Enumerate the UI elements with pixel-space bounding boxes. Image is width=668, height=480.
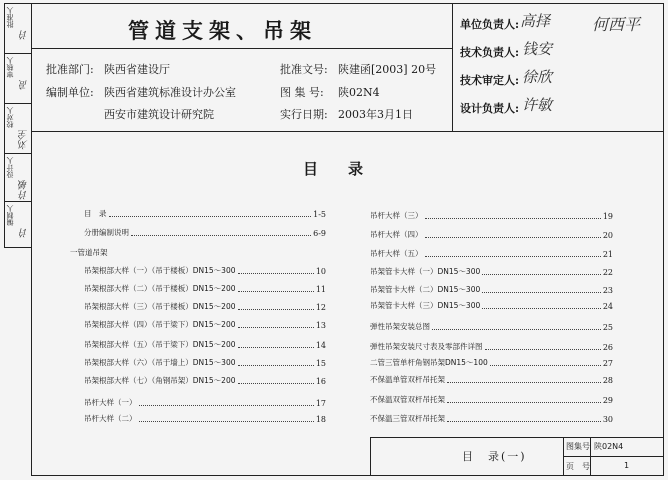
compile-unit-2: 西安市建筑设计研究院 [104, 108, 214, 121]
strip-signature: 高 [19, 80, 30, 90]
effective-date: 2003年3月1日 [338, 108, 413, 121]
atlas-title: 管道支架、吊架 [128, 18, 317, 43]
strip-signature: 许 [19, 228, 30, 238]
toc-entry-label: 弹性吊架安装总图 [370, 322, 430, 331]
strip-label: 编制人 [6, 205, 14, 227]
toc-entry-label: 弹性吊架安装尺寸表及零部件详图 [370, 342, 483, 351]
toc-entry-label: 二管三管单杆角钢吊架DN15～100 [370, 358, 488, 367]
toc-entry-page: 1-5 [313, 210, 326, 219]
toc-entry[interactable] [370, 247, 613, 259]
toc-entry-page: 18 [315, 415, 326, 424]
responsible-label: 单位负责人: [460, 18, 520, 31]
leader-dots [482, 291, 601, 293]
strip-label: 校对人 [6, 107, 14, 129]
leader-dots [238, 308, 314, 310]
toc-entry-label: 不保温双管双杆吊托架 [370, 395, 445, 404]
toc-entry[interactable] [370, 283, 613, 295]
toc-entry-page: 13 [315, 321, 326, 330]
leader-dots [490, 364, 601, 366]
atlas-value: 陕02N4 [594, 442, 624, 451]
toc-entry-page: 12 [315, 303, 326, 312]
toc-entry[interactable] [84, 207, 326, 219]
approve-doc: 陕建函[2003] 20号 [338, 63, 437, 76]
toc-entry-page: 26 [602, 343, 613, 352]
responsible-signature: 徐欣 [522, 68, 553, 86]
toc-entry-label: 吊架管卡大样（一）DN15～300 [370, 267, 481, 276]
toc-entry-label: 吊架根部大样（三）（吊于楼板）DN15～200 [84, 302, 236, 311]
toc-entry-page: 20 [602, 231, 613, 240]
leader-dots [109, 215, 312, 217]
atlas-no: 陕02N4 [338, 86, 380, 99]
toc-entry-label: 吊杆大样（三） [370, 211, 423, 220]
compile-unit-label: 编制单位: [46, 86, 94, 99]
toc-entry-page: 23 [602, 286, 613, 295]
strip-label: 设计人 [6, 157, 14, 179]
toc-entry[interactable] [84, 300, 326, 312]
header-bottom-border [31, 131, 664, 132]
page-label: 页 号 [566, 462, 590, 471]
toc-entry[interactable] [370, 299, 613, 311]
page-value: 1 [624, 461, 630, 470]
leader-dots [425, 236, 601, 238]
toc-entry[interactable] [370, 265, 613, 277]
leader-dots [238, 272, 314, 274]
toc-entry-label: 吊杆大样（一） [84, 398, 137, 407]
strip-label: 审核人 [6, 57, 14, 79]
toc-entry-page: 30 [602, 415, 613, 424]
toc-entry-label: 吊架根部大样（一）（吊于楼板）DN15～300 [84, 266, 236, 275]
effective-label: 实行日期: [280, 108, 328, 121]
title-block-row-divider [563, 456, 664, 457]
toc-entry-label: 不保温三管双杆吊托架 [370, 414, 445, 423]
leader-dots [432, 328, 601, 330]
corner-signature: 何西平 [592, 15, 641, 34]
toc-entry-page: 6-9 [313, 229, 326, 238]
toc-entry-page: 27 [602, 359, 613, 368]
toc-entry-label: 吊杆大样（四） [370, 230, 423, 239]
leader-dots [447, 420, 601, 422]
strip-cell-designer [5, 154, 31, 202]
toc-entry[interactable] [370, 209, 613, 221]
toc-title: 目 录 [303, 160, 364, 178]
responsible-label: 设计负责人: [460, 102, 520, 115]
toc-entry-page: 21 [602, 250, 613, 259]
leader-dots [238, 346, 314, 348]
toc-entry-page: 19 [602, 212, 613, 221]
toc-entry[interactable] [84, 318, 326, 330]
toc-entry[interactable] [370, 356, 613, 368]
toc-entry-label: 吊杆大样（二） [84, 414, 137, 423]
toc-entry-page: 24 [602, 302, 613, 311]
toc-entry-page: 22 [602, 268, 613, 277]
toc-entry[interactable] [370, 340, 613, 352]
strip-signature: 许敏 [19, 180, 30, 200]
toc-entry-page: 16 [315, 377, 326, 386]
toc-entry[interactable] [84, 226, 326, 238]
title-block-left-border [370, 437, 371, 476]
responsible-label: 技术负责人: [460, 46, 520, 59]
responsible-signature: 许敏 [522, 96, 553, 114]
leader-dots [425, 217, 601, 219]
atlas-no-label: 图 集 号: [280, 86, 324, 99]
leader-dots [447, 401, 601, 403]
title-block-top-border [370, 437, 664, 438]
strip-cell-approver [5, 4, 31, 54]
toc-entry-label: 吊架管卡大样（二）DN15～300 [370, 285, 481, 294]
toc-entry-label: 吊架根部大样（七）（角钢吊架）DN15～200 [84, 376, 236, 385]
leader-dots [131, 234, 311, 236]
toc-section-heading: 一管道吊架 [70, 248, 108, 257]
toc-entry-page: 25 [602, 323, 613, 332]
toc-entry[interactable] [84, 412, 326, 424]
sheet-title: 目 录(一) [462, 450, 527, 463]
leader-dots [425, 255, 601, 257]
toc-entry[interactable] [370, 373, 613, 385]
compile-unit-1: 陕西省建筑标准设计办公室 [104, 86, 236, 99]
toc-entry-label: 吊架根部大样（五）（吊于梁下）DN15～200 [84, 340, 236, 349]
strip-cell-compiler [5, 202, 31, 248]
header-divider [31, 48, 452, 49]
strip-cell-reviewer [5, 54, 31, 104]
toc-entry-label: 不保温单管双杆吊托架 [370, 375, 445, 384]
toc-entry[interactable] [370, 412, 613, 424]
toc-entry[interactable] [84, 396, 326, 408]
strip-signature: 许 [19, 30, 30, 40]
toc-entry-label: 吊杆大样（五） [370, 249, 423, 258]
toc-entry[interactable] [370, 228, 613, 240]
leader-dots [485, 348, 601, 350]
toc-entry-label: 吊架根部大样（二）（吊于楼板）DN15～200 [84, 284, 236, 293]
leader-dots [482, 307, 601, 309]
strip-signature: 刘全 [19, 130, 30, 150]
strip-cell-checker [5, 104, 31, 154]
toc-entry-page: 28 [602, 376, 613, 385]
leader-dots [482, 273, 601, 275]
strip-label: 批准人 [6, 7, 14, 29]
toc-entry[interactable] [84, 282, 326, 294]
toc-entry-page: 11 [315, 285, 326, 294]
toc-entry-label: 吊架管卡大样（三）DN15～300 [370, 301, 481, 310]
approve-dept-label: 批准部门: [46, 63, 94, 76]
toc-entry-label: 目 录 [84, 209, 107, 218]
toc-entry-label: 吊架根部大样（六）（吊于墙上）DN15～300 [84, 358, 236, 367]
left-sign-strip [4, 3, 31, 248]
toc-entry[interactable] [370, 393, 613, 405]
leader-dots [139, 404, 314, 406]
approve-dept: 陕西省建设厅 [104, 63, 170, 76]
responsible-signature: 高择 [520, 12, 551, 30]
toc-entry[interactable] [370, 320, 613, 332]
toc-entry-page: 10 [315, 267, 326, 276]
toc-entry[interactable] [84, 338, 326, 350]
header-vertical-divider [452, 3, 453, 131]
approve-doc-label: 批准文号: [280, 63, 328, 76]
leader-dots [238, 326, 314, 328]
leader-dots [238, 290, 314, 292]
toc-entry-page: 17 [315, 399, 326, 408]
leader-dots [238, 382, 314, 384]
responsible-signature: 钱安 [522, 40, 553, 58]
leader-dots [139, 420, 314, 422]
responsible-label: 技术审定人: [460, 74, 520, 87]
toc-entry-page: 14 [315, 341, 326, 350]
toc-entry[interactable] [84, 264, 326, 276]
toc-entry-page: 15 [315, 359, 326, 368]
toc-entry-label: 吊架根部大样（四）（吊于梁下）DN15～200 [84, 320, 236, 329]
leader-dots [447, 381, 601, 383]
toc-entry[interactable] [84, 374, 326, 386]
toc-entry-label: 分册编制说明 [84, 228, 129, 237]
leader-dots [238, 364, 314, 366]
atlas-label: 图集号 [566, 442, 590, 451]
toc-entry[interactable] [84, 356, 326, 368]
toc-entry-page: 29 [602, 396, 613, 405]
